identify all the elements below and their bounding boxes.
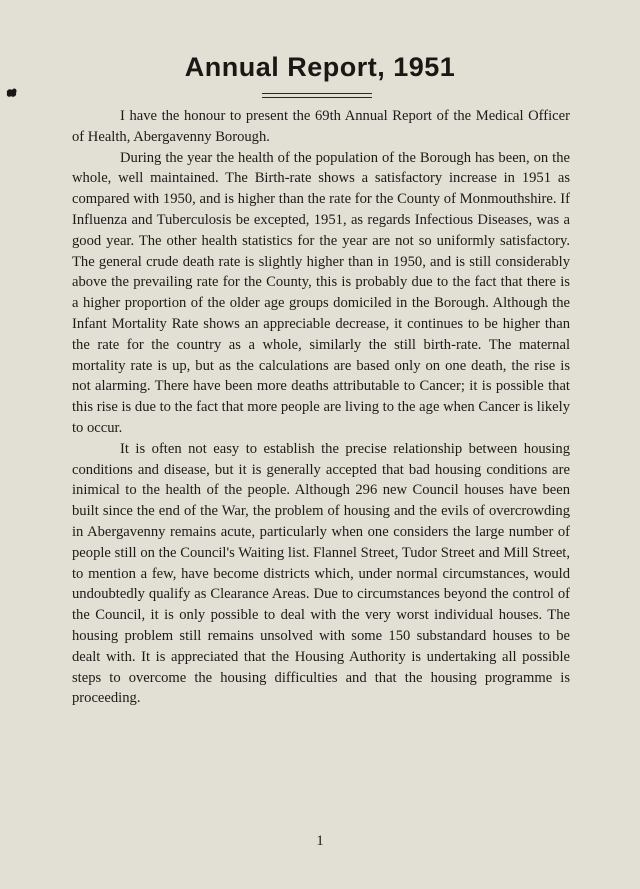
ink-blot-icon — [4, 84, 20, 100]
title-rule-upper — [262, 93, 372, 94]
report-body — [72, 106, 570, 709]
paragraph-housing: It is often not easy to establish the precise relationship between housing conditions and disease, but it is generally accepted that bad housing conditions are inimical to the health of the people. Although 296 new Council houses have been built since the end of the War, the problem of housing and the evils of overcrowding in Abergavenny remains acute, particularly when one considers the large number of people still on the Council's Waiting list. Flannel Street, Tudor Street and Mill Street, to mention a few, have become districts which, under normal circumstances, would undoubtedly qualify as Clearance Areas. Due to circumstances beyond the control of the Council, it is only possible to deal with the very worst individual houses. The housing problem still remains unsolved with some 150 substandard houses to be dealt with. It is appreciated that the Housing Authority is undertaking all possible steps to overcome the housing difficulties and that the housing programme is proceeding. — [72, 440, 570, 707]
title-rule-lower — [262, 97, 372, 98]
report-title: Annual Report, 1951 — [184, 52, 456, 82]
page-number: 1 — [316, 833, 324, 849]
paragraph-health-statistics: During the year the health of the population of the Borough has been, on the whole, well maintained. The Birth-rate shows a satisfactory increase in 1951 as compared with 1950, and is higher than the rate for the County of Monmouthshire. If Influenza and Tuberculosis be excepted, 1951, as regards Infectious Diseases, was a good year. The other health statistics for the year are not so uniformly satisfactory. The general crude death rate is slightly higher than in 1950, and is still considerably above the prevailing rate for the County, this is probably due to the fact that there is a higher proportion of the older age groups domiciled in the Borough. Although the Infant Mortality Rate shows an appreciable decrease, it continues to be higher than the rate for the country as a whole, similarly the still birth-rate. The maternal mortality rate is up, but as the calculations are based only on one death, the rise is not alarming. There have been more deaths attributable to Cancer; it is possible that this rise is due to the fact that more people are living to the age when Cancer is likely to occur. — [72, 149, 570, 436]
paragraph-introduction: I have the honour to present the 69th Annual Report of the Medical Officer of Health, Abergavenny Borough. — [72, 108, 570, 145]
